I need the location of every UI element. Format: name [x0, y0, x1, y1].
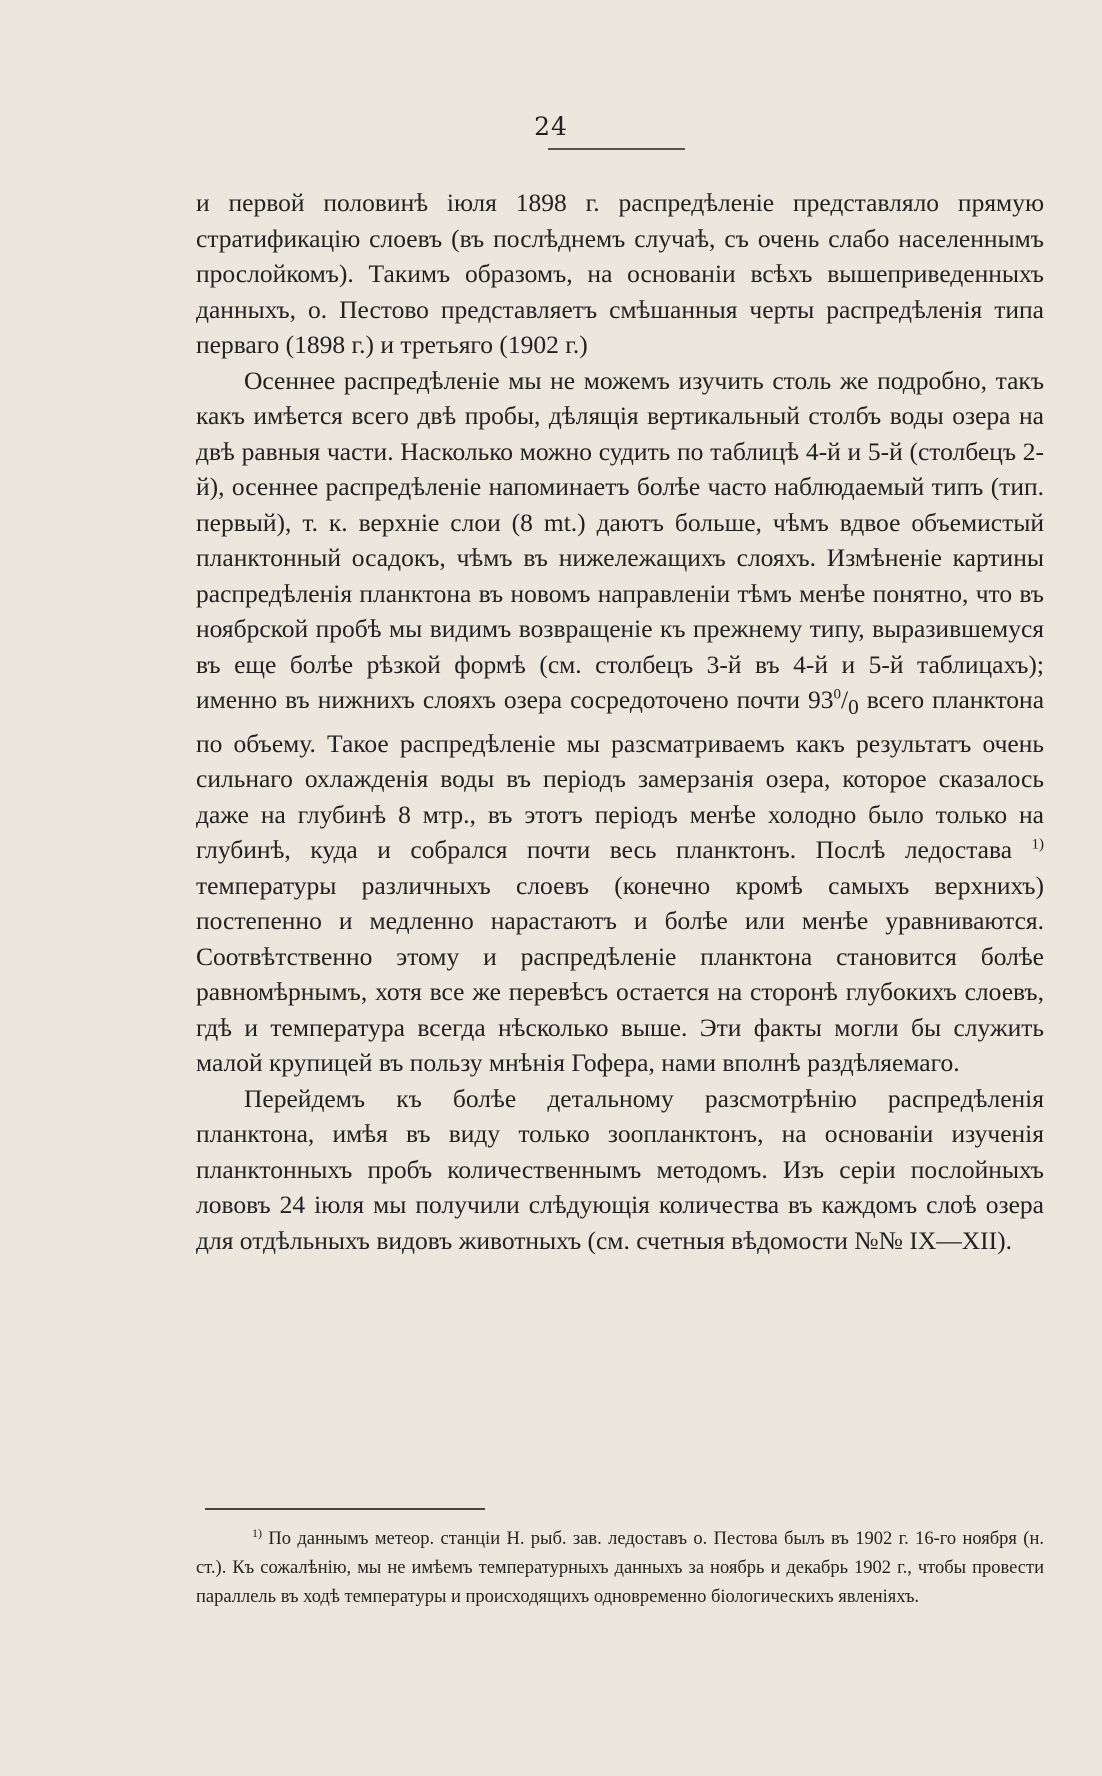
footnote-paragraph [196, 1525, 1044, 1612]
paragraph-continuation: и первой половинѣ іюля 1898 г. распредѣленіе представляло прямую стратификацію слоевъ (въ послѣднемъ случаѣ, съ очень слабо населеннымъ прослойкомъ). Такимъ образомъ, на основаніи всѣхъ вышеприведенныхъ данныхъ, о. Пестово представляетъ смѣшанныя черты распредѣленія типа перваго (1898 г.) и третьяго (1902 г.) [196, 188, 1044, 359]
paragraph-text-part: всего планктона по объему. Такое распредѣленіе мы разсматриваемъ какъ результатъ очень сильнаго охлажденія воды въ періодъ замерзанія озера, которое сказалось даже на глубинѣ 8 мтр., въ этотъ періодъ менѣе холодно было только на глубинѣ, куда и собрался почти весь планктонъ. Послѣ ледостава [196, 685, 1045, 865]
page-number: 24 [534, 112, 568, 141]
percent-sign-slash: / [840, 685, 849, 714]
percent-sign-top: 0 [833, 686, 841, 703]
paragraph-zooplankton: Перейдемъ къ болѣе детальному разсмотрѣнію распредѣленія планктона, имѣя въ виду только зоопланктонъ, на основаніи изученія планктонныхъ пробъ количественнымъ методомъ. Изъ серіи послойныхъ лововъ 24 іюля мы получили слѣдующія количества въ каждомъ слоѣ озера для отдѣльныхъ видовъ животныхъ (см. счетныя вѣдомости №№ IX—XII). [196, 1083, 1044, 1255]
footnote-rule [205, 1508, 485, 1510]
footnote-reference[interactable]: 1) [1031, 836, 1044, 853]
body-text [196, 185, 1044, 1258]
paragraph-autumn-distribution [196, 363, 1044, 1081]
footnote-text: По даннымъ метеор. станціи Н. рыб. зав. ледоставъ о. Пестова былъ въ 1902 г. 16-го ноября (н. ст.). Къ сожалѣнію, мы не имѣемъ температурныхъ данныхъ за ноябрь и декабрь 1902 г., чтобы провести параллель въ ходѣ температуры и происходящихъ одновременно біологическихъ явленіяхъ. [196, 1529, 1044, 1607]
footnote [196, 1525, 1044, 1612]
page-number-rule [548, 148, 685, 150]
paragraph-text-part: Осеннее распредѣленіе мы не можемъ изучить столь же подробно, такъ какъ имѣется всего двѣ пробы, дѣлящія вертикальный столбъ воды озера на двѣ равныя части. Насколько можно судить по таблицѣ 4-й и 5-й (столбецъ 2-й), осеннее распредѣленіе напоминаетъ болѣе часто наблюдаемый типъ (тип. первый), т. к. верхніе слои (8 mt.) даютъ больше, чѣмъ вдвое объемистый планктонный осадокъ, чѣмъ въ нижележащихъ слояхъ. Измѣненіе картины распредѣленія планктона въ новомъ направленіи тѣмъ менѣе понятно, что въ ноябрской пробѣ мы видимъ возвращеніе къ прежнему типу, выразившемуся въ еще болѣе рѣзкой формѣ (см. столбецъ 3-й въ 4-й и 5-й таблицахъ); именно въ нижнихъ слояхъ озера сосредоточено почти 93 [196, 365, 1044, 714]
paragraph-text-part: температуры различныхъ слоевъ (конечно кромѣ самыхъ верхнихъ) постепенно и медленно нарастаютъ и болѣе или менѣе уравниваются. Соотвѣтственно этому и распредѣленіе планктона становится болѣе равномѣрнымъ, хотя все же перевѣсъ остается на сторонѣ глубокихъ слоевъ, гдѣ и температура всегда нѣсколько выше. Эти факты могли бы служить малой крупицей въ пользу мнѣнія Гофера, нами вполнѣ раздѣляемаго. [196, 870, 1044, 1078]
percent-sign-bottom: 0 [848, 695, 859, 720]
footnote-marker: 1) [252, 1525, 262, 1540]
